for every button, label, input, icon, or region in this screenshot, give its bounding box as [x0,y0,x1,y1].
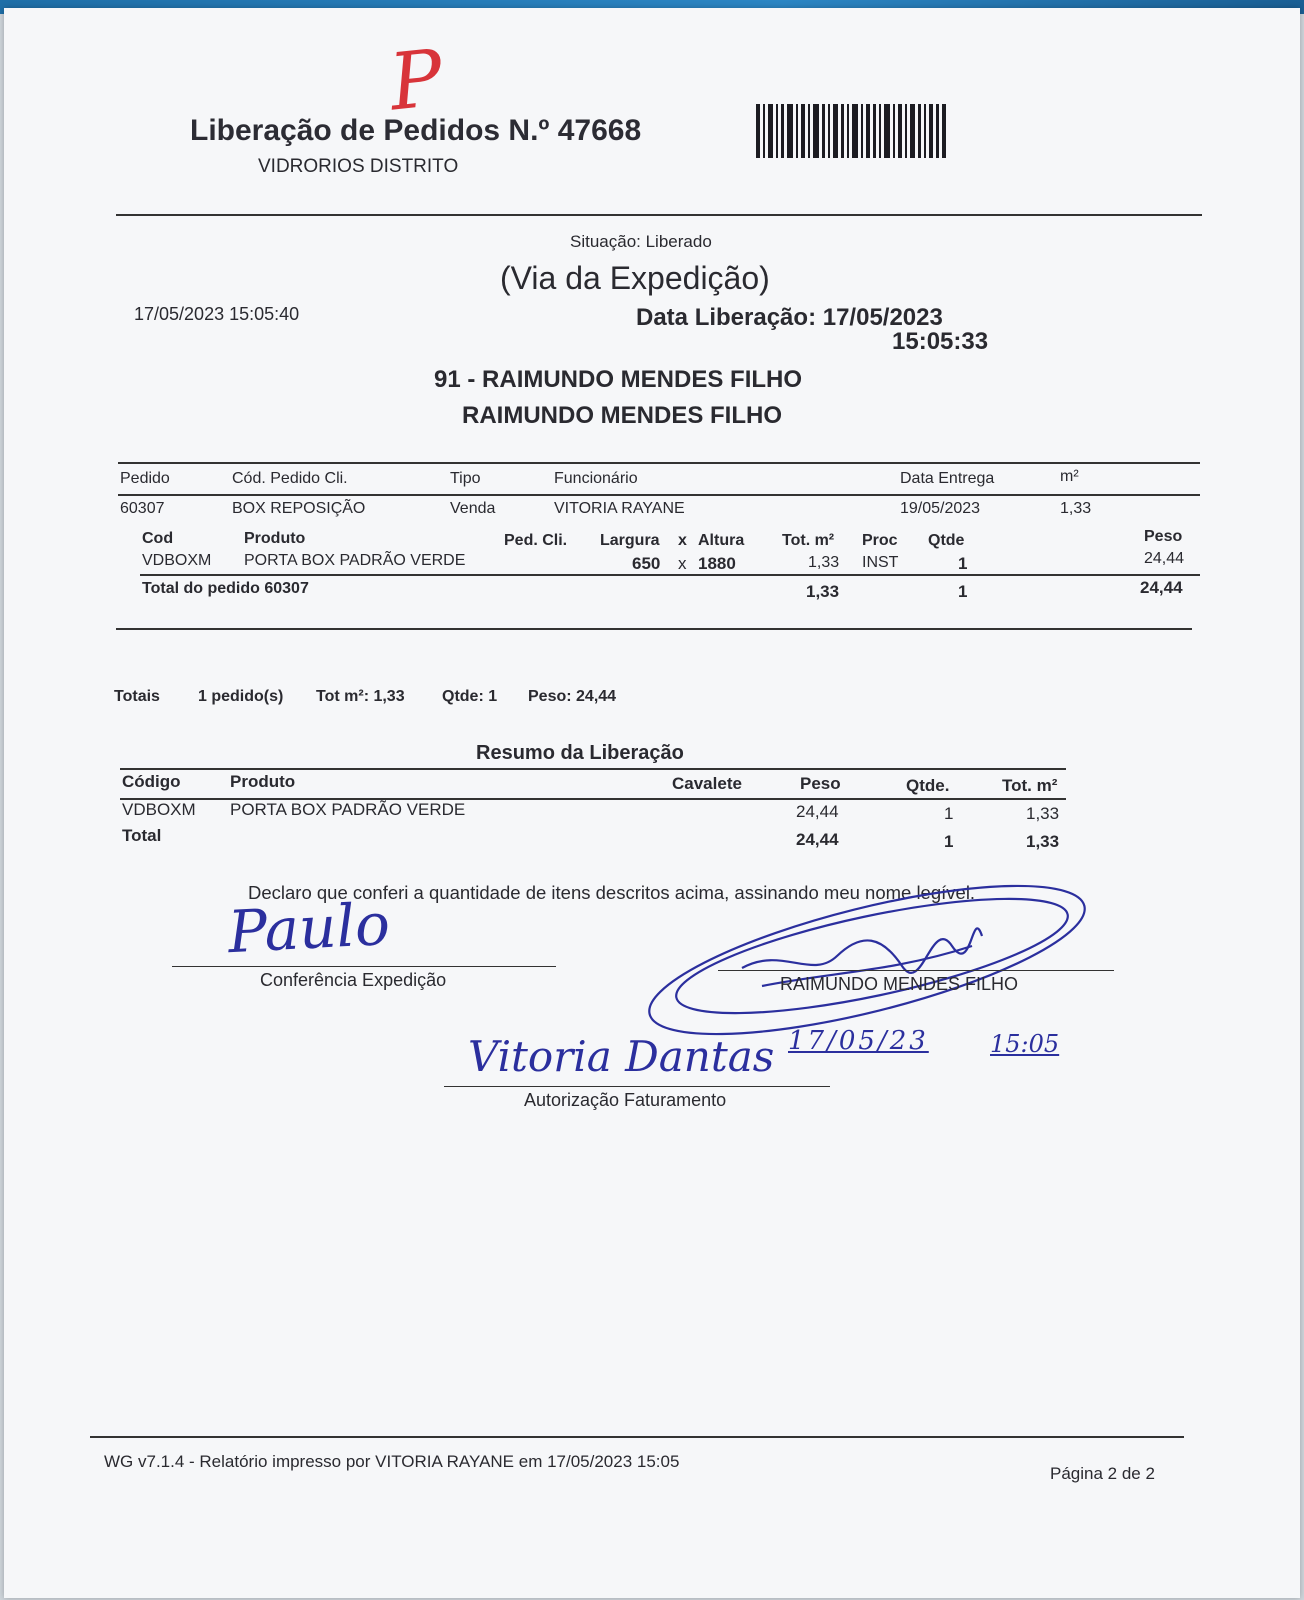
client-line-2: RAIMUNDO MENDES FILHO [462,402,782,429]
summary-header-peso: Peso [800,774,841,793]
item-header-qtde: Qtde [928,532,965,549]
item-header-proc: Proc [862,532,898,549]
printed-timestamp: 17/05/2023 15:05:40 [134,304,300,324]
order-funcionario: VITORIA RAYANE [554,500,685,517]
item-header-tot-m2: Tot. m² [782,532,835,549]
item-cod: VDBOXM [142,552,212,569]
order-cod-cli: BOX REPOSIÇÃO [232,500,366,517]
summary-total-tot-m2: 1,33 [1026,832,1060,851]
item-header-x: x [678,532,687,549]
signature-line-client [718,970,1114,971]
item-header-ped-cli: Ped. Cli. [504,532,568,549]
summary-total-label: Total [122,826,162,845]
order-header-funcionario: Funcionário [554,470,638,487]
item-header-altura: Altura [698,532,745,549]
item-total-peso: 24,44 [1140,578,1183,597]
order-table-top-rule [118,462,1200,464]
item-total-qtde: 1 [958,582,968,601]
header-divider [116,214,1202,216]
totals-tot-m2: Tot m²: 1,33 [316,688,405,705]
item-x: x [678,554,687,573]
status-label: Situação: Liberado [570,232,712,251]
footer-printed-by: WG v7.1.4 - Relatório impresso por VITORIA RAYANE em 17/05/2023 15:05 [104,1452,680,1471]
summary-header-qtde: Qtde. [906,776,950,795]
summary-header-codigo: Código [122,772,181,791]
declaration-text: Declaro que conferi a quantidade de itens descritos acima, assinando meu nome legível. [248,882,976,903]
footer-page-number: Página 2 de 2 [1050,1464,1155,1483]
order-header-cod-cli: Cód. Pedido Cli. [232,470,348,487]
signature-faturamento: Vitoria Dantas [468,1032,775,1081]
release-time: 15:05:33 [892,328,989,355]
release-date: Data Liberação: 17/05/2023 [636,304,943,331]
company-name: VIDRORIOS DISTRITO [258,156,459,177]
handwritten-mark: P [385,33,448,129]
item-produto: PORTA BOX PADRÃO VERDE [244,552,466,569]
item-largura: 650 [632,554,661,573]
totals-pedidos: 1 pedido(s) [198,688,284,705]
item-proc: INST [862,554,899,571]
order-m2: 1,33 [1060,500,1092,517]
signature-label-client: RAIMUNDO MENDES FILHO [780,974,1019,994]
signature-line-conferencia [172,966,556,967]
item-peso: 24,44 [1144,550,1185,567]
item-altura: 1880 [698,554,736,573]
item-total-label: Total do pedido 60307 [142,580,309,597]
order-header-data-entrega: Data Entrega [900,470,995,487]
signature-label-conferencia: Conferência Expedição [260,970,447,990]
copy-type: (Via da Expedição) [500,260,770,296]
handwritten-date: 17/05/23 [788,1026,929,1056]
totals-qtde: Qtde: 1 [442,688,498,705]
summary-peso: 24,44 [796,802,839,821]
handwritten-time: 15:05 [990,1030,1060,1058]
summary-produto: PORTA BOX PADRÃO VERDE [230,800,466,819]
summary-total-qtde: 1 [944,832,954,851]
summary-tot-m2: 1,33 [1026,804,1060,823]
summary-title: Resumo da Liberação [476,742,684,764]
order-pedido: 60307 [120,500,165,517]
signature-conferencia: Paulo [226,889,392,967]
signature-line-faturamento [444,1086,830,1087]
signature-client-scribble [632,876,1102,1046]
item-tot-m2: 1,33 [808,554,840,571]
order-data-entrega: 19/05/2023 [900,500,981,517]
signature-label-faturamento: Autorização Faturamento [524,1090,727,1110]
order-header-m2: m² [1060,468,1079,485]
totals-label: Totais [114,688,160,705]
item-header-produto: Produto [244,530,306,547]
order-header-tipo: Tipo [450,470,481,487]
summary-header-produto: Produto [230,772,296,791]
footer-rule [90,1436,1184,1438]
item-total-rule [140,574,1200,576]
order-header-rule [118,494,1200,496]
document-page [4,8,1300,1598]
item-header-peso: Peso [1144,528,1183,545]
client-line-1: 91 - RAIMUNDO MENDES FILHO [434,366,803,393]
order-tipo: Venda [450,500,496,517]
barcode-image [756,104,956,164]
order-header-pedido: Pedido [120,470,170,487]
summary-header-tot-m2: Tot. m² [1002,776,1058,795]
summary-qtde: 1 [944,804,954,823]
order-table-bottom-rule [116,628,1192,630]
summary-codigo: VDBOXM [122,800,196,819]
summary-header-cavalete: Cavalete [672,774,742,793]
summary-top-rule [120,768,1066,770]
item-header-cod: Cod [142,530,174,547]
document-title: Liberação de Pedidos N.º 47668 [190,114,642,147]
totals-peso: Peso: 24,44 [528,688,617,705]
summary-total-peso: 24,44 [796,830,839,849]
item-qtde: 1 [958,554,968,573]
item-total-tot-m2: 1,33 [806,582,840,601]
item-header-largura: Largura [600,532,660,549]
